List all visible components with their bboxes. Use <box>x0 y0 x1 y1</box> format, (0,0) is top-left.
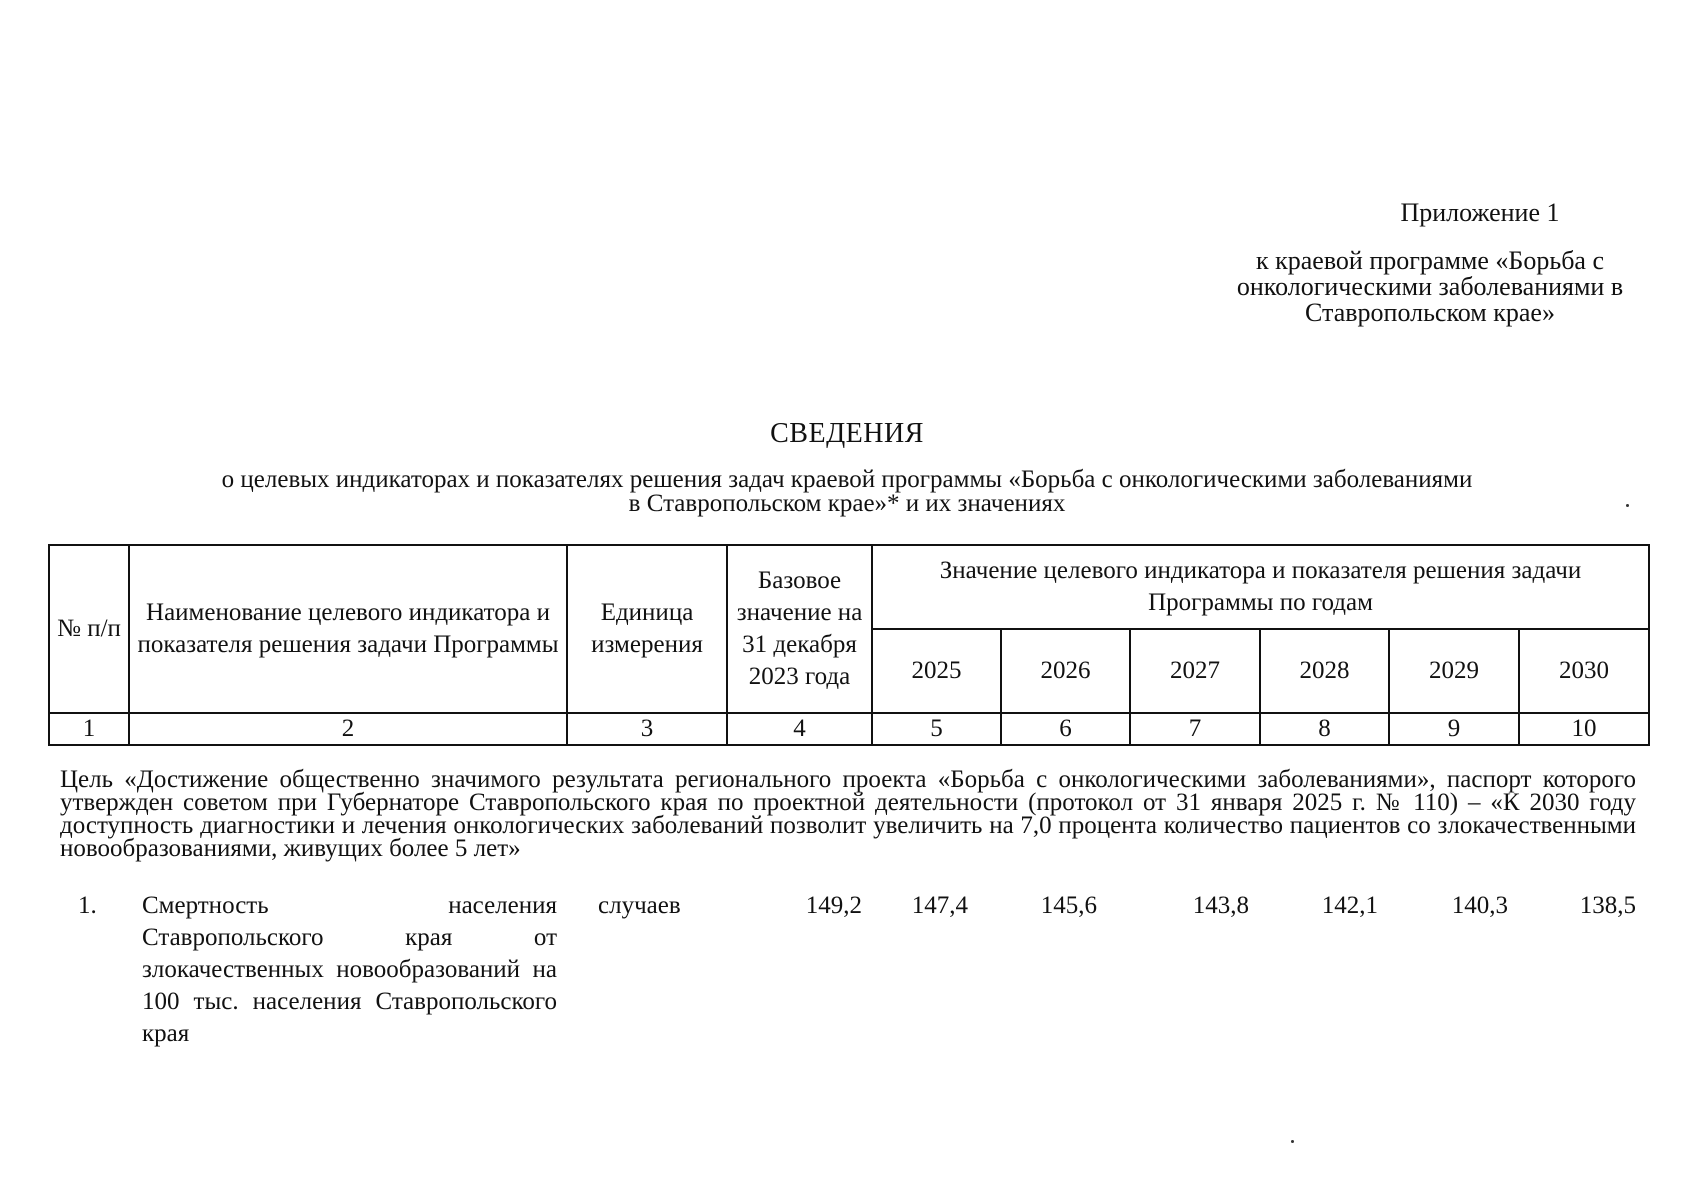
column-number: 4 <box>727 713 872 745</box>
row-value-2029: 140,3 <box>1451 892 1508 919</box>
header-years-title: Значение целевого индикатора и показателя решения задачи Программы по годам <box>872 545 1649 629</box>
row-value-2026: 145,6 <box>1040 892 1097 919</box>
scan-speck <box>1291 1140 1294 1143</box>
column-number: 8 <box>1260 713 1389 745</box>
column-number: 5 <box>872 713 1001 745</box>
header-year: 2029 <box>1389 629 1519 713</box>
column-number: 6 <box>1001 713 1130 745</box>
header-year: 2028 <box>1260 629 1389 713</box>
document-subtitle <box>100 468 1594 516</box>
indicators-table <box>48 544 1650 746</box>
appendix-line-1: к краевой программе «Борьба с <box>1255 246 1605 275</box>
header-name: Наименование целевого индикатора и показателя решения задачи Программы <box>129 545 567 713</box>
appendix-header <box>1200 200 1660 326</box>
column-number: 3 <box>567 713 727 745</box>
row-indicator-name: Смертность населения Ставропольского края от злокачественных новообразований на 100 тыс. населения Ставропольского края <box>142 892 557 1047</box>
column-number: 10 <box>1519 713 1649 745</box>
header-year: 2025 <box>872 629 1001 713</box>
subtitle-line-2: в Ставропольском крае»* и их значениях <box>628 490 1066 517</box>
header-num: № п/п <box>49 545 129 713</box>
header-unit: Единица измерения <box>567 545 727 713</box>
header-base: Базовое значение на 31 декабря 2023 года <box>727 545 872 713</box>
column-number: 7 <box>1130 713 1260 745</box>
row-value-2028: 142,1 <box>1321 892 1378 919</box>
column-number: 2 <box>129 713 567 745</box>
row-value-2030: 138,5 <box>1579 892 1636 919</box>
row-unit: случаев <box>598 892 681 919</box>
row-value-2025: 147,4 <box>911 892 968 919</box>
appendix-line-3: Ставропольском крае» <box>1305 298 1555 327</box>
column-number: 9 <box>1389 713 1519 745</box>
appendix-number: Приложение 1 <box>1400 198 1560 227</box>
scan-speck <box>1626 504 1629 507</box>
header-year: 2030 <box>1519 629 1649 713</box>
row-value-2027: 143,8 <box>1192 892 1249 919</box>
row-number: 1. <box>78 892 97 919</box>
header-year: 2026 <box>1001 629 1130 713</box>
row-base-value: 149,2 <box>805 892 862 919</box>
appendix-line-2: онкологическими заболеваниями в <box>1236 272 1624 301</box>
header-year: 2027 <box>1130 629 1260 713</box>
subtitle-line-1: о целевых индикаторах и показателях решения задач краевой программы «Борьба с онкологическими заболеваниями <box>221 466 1473 493</box>
document-title: СВЕДЕНИЯ <box>770 418 924 449</box>
goal-text: Цель «Достижение общественно значимого результата регионального проекта «Борьба с онкологическими заболеваниями», паспорт которого утвержден советом при Губернаторе Ставропольского края по проектной деятельности (протокол от 31 января 2025 г. № 110) – «К 2030 году доступность диагностики и лечения онкологических заболеваний позволит увеличить на 7,0 процента количество пациентов со злокачественными новообразованиями, живущих более 5 лет» <box>60 766 1636 862</box>
column-number: 1 <box>49 713 129 745</box>
